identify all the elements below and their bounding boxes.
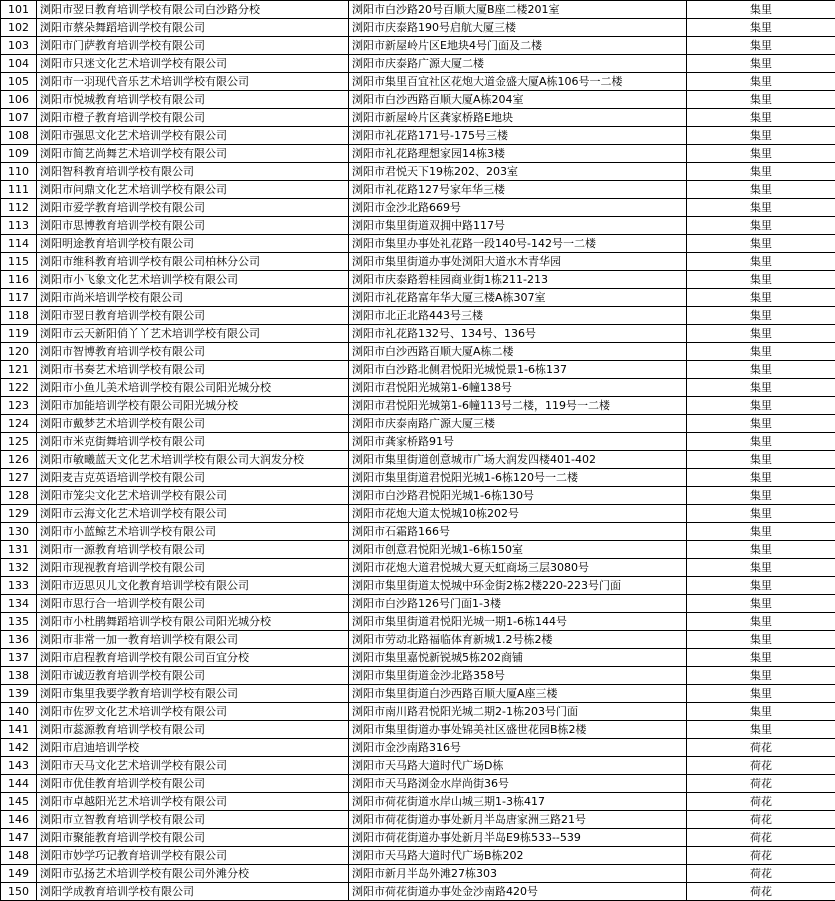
- area-cell: 集里: [687, 451, 835, 469]
- school-name-cell: 浏阳市思博教育培训学校有限公司: [37, 217, 349, 235]
- address-cell: 浏阳市金沙南路316号: [349, 739, 687, 757]
- school-name-cell: 浏阳市敏曦蓝天文化艺术培训学校有限公司大润发分校: [37, 451, 349, 469]
- table-row: [1, 37, 835, 55]
- school-name-cell: 浏阳市集里我要学教育培训学校有限公司: [37, 685, 349, 703]
- school-name-cell: 浏阳市迈思贝儿文化教育培训学校有限公司: [37, 577, 349, 595]
- address-cell: 浏阳市白沙路君悦阳光城1-6栋130号: [349, 487, 687, 505]
- table-row: [1, 73, 835, 91]
- area-cell: 集里: [687, 523, 835, 541]
- school-name-cell: 浏阳市小蓝鲸艺术培训学校有限公司: [37, 523, 349, 541]
- school-name-cell: 浏阳学成教育培训学校有限公司: [37, 883, 349, 901]
- school-name-cell: 浏阳市爱学教育培训学校有限公司: [37, 199, 349, 217]
- school-name-cell: 浏阳市蔡朵舞蹈培训学校有限公司: [37, 19, 349, 37]
- address-cell: 浏阳市劳动北路福临体育新城1.2号栋2楼: [349, 631, 687, 649]
- table-row: [1, 91, 835, 109]
- address-cell: 浏阳市集里办事处礼花路一段140号-142号一二楼: [349, 235, 687, 253]
- area-cell: 集里: [687, 685, 835, 703]
- table-row: [1, 163, 835, 181]
- row-number-cell: 147: [1, 829, 37, 847]
- area-cell: 集里: [687, 577, 835, 595]
- table-row: [1, 181, 835, 199]
- table-row: [1, 469, 835, 487]
- table-row: [1, 757, 835, 775]
- address-cell: 浏阳市北正北路443号三楼: [349, 307, 687, 325]
- area-cell: 集里: [687, 649, 835, 667]
- school-name-cell: 浏阳市笼尖文化艺术培训学校有限公司: [37, 487, 349, 505]
- area-cell: 荷花: [687, 865, 835, 883]
- address-cell: 浏阳市集里街道白沙西路百顺大厦A座三楼: [349, 685, 687, 703]
- table-row: [1, 883, 835, 901]
- school-name-cell: 浏阳市现视教育培训学校有限公司: [37, 559, 349, 577]
- address-cell: 浏阳市白沙路126号门面1-3楼: [349, 595, 687, 613]
- address-cell: 浏阳市集里街道金沙北路358号: [349, 667, 687, 685]
- row-number-cell: 101: [1, 1, 37, 19]
- school-name-cell: 浏阳市云天新阳俏丫丫艺术培训学校有限公司: [37, 325, 349, 343]
- address-cell: 浏阳市礼花路171号-175号三楼: [349, 127, 687, 145]
- school-name-cell: 浏阳市门萨教育培训学校有限公司: [37, 37, 349, 55]
- address-cell: 浏阳市白沙路北侧君悦阳光城悦景1-6栋137: [349, 361, 687, 379]
- row-number-cell: 150: [1, 883, 37, 901]
- table-body: [1, 1, 835, 901]
- school-name-cell: 浏阳市简艺尚舞艺术培训学校有限公司: [37, 145, 349, 163]
- address-cell: 浏阳市白沙西路百顺大厦A栋二楼: [349, 343, 687, 361]
- school-name-cell: 浏阳市米克街舞培训学校有限公司: [37, 433, 349, 451]
- school-name-cell: 浏阳市问鼎文化艺术培训学校有限公司: [37, 181, 349, 199]
- table-row: [1, 415, 835, 433]
- school-name-cell: 浏阳市卓越阳光艺术培训学校有限公司: [37, 793, 349, 811]
- address-cell: 浏阳市花炮大道君悦城大夏天虹商场三层3080号: [349, 559, 687, 577]
- row-number-cell: 121: [1, 361, 37, 379]
- area-cell: 集里: [687, 433, 835, 451]
- address-cell: 浏阳市礼花路127号家年华三楼: [349, 181, 687, 199]
- table-row: [1, 847, 835, 865]
- area-cell: 荷花: [687, 793, 835, 811]
- address-cell: 浏阳市白沙路20号百顺大厦B座二楼201室: [349, 1, 687, 19]
- area-cell: 集里: [687, 127, 835, 145]
- table-row: [1, 307, 835, 325]
- area-cell: 集里: [687, 181, 835, 199]
- table-row: [1, 325, 835, 343]
- table-row: [1, 109, 835, 127]
- address-cell: 浏阳市天马路浏金水岸尚街36号: [349, 775, 687, 793]
- row-number-cell: 113: [1, 217, 37, 235]
- row-number-cell: 111: [1, 181, 37, 199]
- address-cell: 浏阳市天马路大道时代广场D栋: [349, 757, 687, 775]
- school-name-cell: 浏阳明途教育培训学校有限公司: [37, 235, 349, 253]
- table-row: [1, 487, 835, 505]
- row-number-cell: 114: [1, 235, 37, 253]
- area-cell: 集里: [687, 19, 835, 37]
- table-row: [1, 253, 835, 271]
- address-cell: 浏阳市礼花路富年华大厦三楼A栋307室: [349, 289, 687, 307]
- school-name-cell: 浏阳市橙子教育培训学校有限公司: [37, 109, 349, 127]
- address-cell: 浏阳市集里百宜社区花炮大道金盛大厦A栋106号一二楼: [349, 73, 687, 91]
- row-number-cell: 135: [1, 613, 37, 631]
- area-cell: 荷花: [687, 829, 835, 847]
- row-number-cell: 145: [1, 793, 37, 811]
- address-cell: 浏阳市集里街道君悦阳光城1-6栋120号一二楼: [349, 469, 687, 487]
- address-cell: 浏阳市新屋岭片区龚家桥路E地块: [349, 109, 687, 127]
- row-number-cell: 104: [1, 55, 37, 73]
- table-row: [1, 667, 835, 685]
- table-row: [1, 379, 835, 397]
- address-cell: 浏阳市庆泰路碧桂园商业街1栋211-213: [349, 271, 687, 289]
- table-row: [1, 631, 835, 649]
- address-cell: 浏阳市创意君悦阳光城1-6栋150室: [349, 541, 687, 559]
- area-cell: 集里: [687, 361, 835, 379]
- area-cell: 集里: [687, 667, 835, 685]
- address-cell: 浏阳市集里街道办事处锦美社区盛世花园B栋2楼: [349, 721, 687, 739]
- row-number-cell: 105: [1, 73, 37, 91]
- address-cell: 浏阳市礼花路理想家园14栋3楼: [349, 145, 687, 163]
- area-cell: 荷花: [687, 883, 835, 901]
- area-cell: 集里: [687, 163, 835, 181]
- row-number-cell: 124: [1, 415, 37, 433]
- table-row: [1, 289, 835, 307]
- row-number-cell: 137: [1, 649, 37, 667]
- school-name-cell: 浏阳市优佳教育培训学校有限公司: [37, 775, 349, 793]
- address-cell: 浏阳市石霜路166号: [349, 523, 687, 541]
- table-row: [1, 127, 835, 145]
- row-number-cell: 140: [1, 703, 37, 721]
- school-name-cell: 浏阳市妙学巧记教育培训学校有限公司: [37, 847, 349, 865]
- row-number-cell: 125: [1, 433, 37, 451]
- table-row: [1, 811, 835, 829]
- address-cell: 浏阳市集里嘉悦新锐城5栋202商铺: [349, 649, 687, 667]
- area-cell: 集里: [687, 271, 835, 289]
- row-number-cell: 149: [1, 865, 37, 883]
- school-name-cell: 浏阳市维科教育培训学校有限公司柏林分公司: [37, 253, 349, 271]
- area-cell: 集里: [687, 307, 835, 325]
- school-name-cell: 浏阳市小杜鹃舞蹈培训学校有限公司阳光城分校: [37, 613, 349, 631]
- school-name-cell: 浏阳市聚能教育培训学校有限公司: [37, 829, 349, 847]
- school-name-cell: 浏阳市启迪培训学校: [37, 739, 349, 757]
- table-row: [1, 793, 835, 811]
- table-row: [1, 199, 835, 217]
- row-number-cell: 115: [1, 253, 37, 271]
- table-row: [1, 523, 835, 541]
- school-name-cell: 浏阳市弘扬艺术培训学校有限公司外滩分校: [37, 865, 349, 883]
- address-cell: 浏阳市荷花街道办事处新月半岛E9栋533--539: [349, 829, 687, 847]
- row-number-cell: 139: [1, 685, 37, 703]
- address-cell: 浏阳市荷花街道水岸山城三期1-3栋417: [349, 793, 687, 811]
- row-number-cell: 132: [1, 559, 37, 577]
- row-number-cell: 120: [1, 343, 37, 361]
- address-cell: 浏阳市君悦阳光城第1-6幢138号: [349, 379, 687, 397]
- area-cell: 集里: [687, 145, 835, 163]
- area-cell: 集里: [687, 595, 835, 613]
- school-name-cell: 浏阳市尚米培训学校有限公司: [37, 289, 349, 307]
- table-row: [1, 343, 835, 361]
- school-name-cell: 浏阳市只迷文化艺术培训学校有限公司: [37, 55, 349, 73]
- row-number-cell: 148: [1, 847, 37, 865]
- school-name-cell: 浏阳市思行合一培训学校有限公司: [37, 595, 349, 613]
- address-cell: 浏阳市集里街道创意城市广场大润发四楼401-402: [349, 451, 687, 469]
- row-number-cell: 106: [1, 91, 37, 109]
- row-number-cell: 141: [1, 721, 37, 739]
- address-cell: 浏阳市金沙北路669号: [349, 199, 687, 217]
- school-name-cell: 浏阳市云海文化艺术培训学校有限公司: [37, 505, 349, 523]
- area-cell: 荷花: [687, 739, 835, 757]
- area-cell: 集里: [687, 109, 835, 127]
- table-row: [1, 613, 835, 631]
- address-cell: 浏阳市庆泰路广源大厦二楼: [349, 55, 687, 73]
- row-number-cell: 130: [1, 523, 37, 541]
- table-row: [1, 685, 835, 703]
- row-number-cell: 119: [1, 325, 37, 343]
- row-number-cell: 144: [1, 775, 37, 793]
- address-cell: 浏阳市庆泰路190号启航大厦三楼: [349, 19, 687, 37]
- area-cell: 集里: [687, 505, 835, 523]
- school-name-cell: 浏阳市小飞象文化艺术培训学校有限公司: [37, 271, 349, 289]
- address-cell: 浏阳市庆泰南路广源大厦三楼: [349, 415, 687, 433]
- address-cell: 浏阳市新月半岛外滩27栋303: [349, 865, 687, 883]
- area-cell: 集里: [687, 703, 835, 721]
- row-number-cell: 128: [1, 487, 37, 505]
- row-number-cell: 123: [1, 397, 37, 415]
- table-row: [1, 451, 835, 469]
- area-cell: 集里: [687, 235, 835, 253]
- table-row: [1, 721, 835, 739]
- table-row: [1, 649, 835, 667]
- address-cell: 浏阳市集里街道太悦城中环金街2栋2楼220-223号门面: [349, 577, 687, 595]
- area-cell: 集里: [687, 613, 835, 631]
- row-number-cell: 136: [1, 631, 37, 649]
- row-number-cell: 133: [1, 577, 37, 595]
- row-number-cell: 138: [1, 667, 37, 685]
- address-cell: 浏阳市荷花街道办事处新月半岛唐家洲三路21号: [349, 811, 687, 829]
- area-cell: 集里: [687, 469, 835, 487]
- row-number-cell: 129: [1, 505, 37, 523]
- school-name-cell: 浏阳市一羽现代音乐艺术培训学校有限公司: [37, 73, 349, 91]
- row-number-cell: 107: [1, 109, 37, 127]
- area-cell: 集里: [687, 37, 835, 55]
- address-cell: 浏阳市天马路大道时代广场B栋202: [349, 847, 687, 865]
- area-cell: 集里: [687, 253, 835, 271]
- row-number-cell: 126: [1, 451, 37, 469]
- area-cell: 集里: [687, 379, 835, 397]
- row-number-cell: 108: [1, 127, 37, 145]
- area-cell: 集里: [687, 325, 835, 343]
- area-cell: 集里: [687, 397, 835, 415]
- area-cell: 集里: [687, 217, 835, 235]
- table-row: [1, 739, 835, 757]
- area-cell: 集里: [687, 631, 835, 649]
- school-name-cell: 浏阳市蕊源教育培训学校有限公司: [37, 721, 349, 739]
- area-cell: 集里: [687, 415, 835, 433]
- table-row: [1, 433, 835, 451]
- table-row: [1, 55, 835, 73]
- table-row: [1, 577, 835, 595]
- table-row: [1, 505, 835, 523]
- school-name-cell: 浏阳市小鱼儿美术培训学校有限公司阳光城分校: [37, 379, 349, 397]
- school-name-cell: 浏阳市加能培训学校有限公司阳光城分校: [37, 397, 349, 415]
- table-row: [1, 397, 835, 415]
- school-name-cell: 浏阳智科教育培训学校有限公司: [37, 163, 349, 181]
- table-row: [1, 595, 835, 613]
- address-cell: 浏阳市白沙西路百顺大厦A栋204室: [349, 91, 687, 109]
- school-name-cell: 浏阳市一源教育培训学校有限公司: [37, 541, 349, 559]
- table-row: [1, 271, 835, 289]
- row-number-cell: 118: [1, 307, 37, 325]
- table-row: [1, 235, 835, 253]
- school-name-cell: 浏阳市非常一加一教育培训学校有限公司: [37, 631, 349, 649]
- area-cell: 集里: [687, 541, 835, 559]
- school-name-cell: 浏阳市启程教育培训学校有限公司百宜分校: [37, 649, 349, 667]
- row-number-cell: 117: [1, 289, 37, 307]
- row-number-cell: 131: [1, 541, 37, 559]
- table-row: [1, 829, 835, 847]
- school-name-cell: 浏阳市立智教育培训学校有限公司: [37, 811, 349, 829]
- area-cell: 集里: [687, 73, 835, 91]
- table-row: [1, 145, 835, 163]
- row-number-cell: 122: [1, 379, 37, 397]
- area-cell: 集里: [687, 721, 835, 739]
- table-row: [1, 703, 835, 721]
- address-cell: 浏阳市荷花街道办事处金沙南路420号: [349, 883, 687, 901]
- area-cell: 荷花: [687, 775, 835, 793]
- table-row: [1, 559, 835, 577]
- area-cell: 集里: [687, 289, 835, 307]
- area-cell: 集里: [687, 199, 835, 217]
- address-cell: 浏阳市集里街道双拥中路117号: [349, 217, 687, 235]
- school-name-cell: 浏阳市诚迈教育培训学校有限公司: [37, 667, 349, 685]
- address-cell: 浏阳市集里街道君悦阳光城一期1-6栋144号: [349, 613, 687, 631]
- row-number-cell: 109: [1, 145, 37, 163]
- row-number-cell: 112: [1, 199, 37, 217]
- row-number-cell: 110: [1, 163, 37, 181]
- school-name-cell: 浏阳麦吉克英语培训学校有限公司: [37, 469, 349, 487]
- row-number-cell: 103: [1, 37, 37, 55]
- address-cell: 浏阳市花炮大道太悦城10栋202号: [349, 505, 687, 523]
- school-name-cell: 浏阳市天马文化艺术培训学校有限公司: [37, 757, 349, 775]
- row-number-cell: 142: [1, 739, 37, 757]
- school-name-cell: 浏阳市强思文化艺术培训学校有限公司: [37, 127, 349, 145]
- table-row: [1, 361, 835, 379]
- school-name-cell: 浏阳市翌日教育培训学校有限公司白沙路分校: [37, 1, 349, 19]
- school-name-cell: 浏阳市书奏艺术培训学校有限公司: [37, 361, 349, 379]
- table-row: [1, 775, 835, 793]
- address-cell: 浏阳市集里街道办事处浏阳大道水木青华园: [349, 253, 687, 271]
- school-name-cell: 浏阳市智博教育培训学校有限公司: [37, 343, 349, 361]
- address-cell: 浏阳市君悦天下19栋202、203室: [349, 163, 687, 181]
- table-row: [1, 217, 835, 235]
- school-name-cell: 浏阳市佐罗文化艺术培训学校有限公司: [37, 703, 349, 721]
- area-cell: 集里: [687, 1, 835, 19]
- table-row: [1, 1, 835, 19]
- school-name-cell: 浏阳市悦城教育培训学校有限公司: [37, 91, 349, 109]
- row-number-cell: 134: [1, 595, 37, 613]
- area-cell: 集里: [687, 91, 835, 109]
- area-cell: 荷花: [687, 811, 835, 829]
- address-cell: 浏阳市礼花路132号、134号、136号: [349, 325, 687, 343]
- area-cell: 集里: [687, 559, 835, 577]
- row-number-cell: 127: [1, 469, 37, 487]
- table-row: [1, 541, 835, 559]
- row-number-cell: 143: [1, 757, 37, 775]
- address-cell: 浏阳市南川路君悦阳光城二期2-1栋203号门面: [349, 703, 687, 721]
- area-cell: 集里: [687, 487, 835, 505]
- row-number-cell: 116: [1, 271, 37, 289]
- area-cell: 荷花: [687, 847, 835, 865]
- row-number-cell: 146: [1, 811, 37, 829]
- school-name-cell: 浏阳市翌日教育培训学校有限公司: [37, 307, 349, 325]
- table-row: [1, 865, 835, 883]
- address-cell: 浏阳市龚家桥路91号: [349, 433, 687, 451]
- row-number-cell: 102: [1, 19, 37, 37]
- address-cell: 浏阳市新屋岭片区E地块4号门面及二楼: [349, 37, 687, 55]
- area-cell: 集里: [687, 343, 835, 361]
- area-cell: 荷花: [687, 757, 835, 775]
- school-name-cell: 浏阳市戴梦艺术培训学校有限公司: [37, 415, 349, 433]
- table-row: [1, 19, 835, 37]
- address-cell: 浏阳市君悦阳光城第1-6幢113号二楼，119号一二楼: [349, 397, 687, 415]
- area-cell: 集里: [687, 55, 835, 73]
